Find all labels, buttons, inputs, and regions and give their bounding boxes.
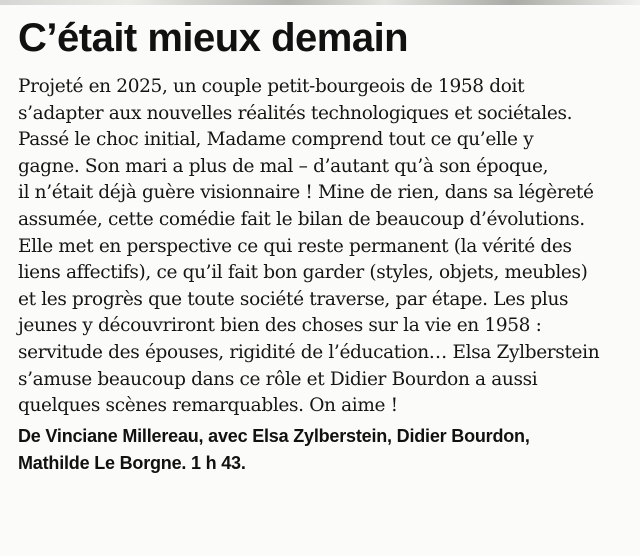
body-line: s’amuse beaucoup dans ce rôle et Didier Bourdon a aussi	[18, 368, 538, 390]
body-line: assumée, cette comédie fait le bilan de beaucoup d’évolutions.	[18, 208, 585, 230]
body-line: s’adapter aux nouvelles réalités technologiques et sociétales.	[18, 102, 573, 124]
body-line: liens affectifs), ce qu’il fait bon garder (styles, objets, meubles)	[18, 262, 588, 284]
body-line: Projeté en 2025, un couple petit-bourgeois de 1958 doit	[18, 76, 525, 97]
body-line: gagne. Son mari a plus de mal – d’autant qu’à son époque,	[18, 155, 549, 177]
body-line: Elle met en perspective ce qui reste permanent (la vérité des	[18, 235, 572, 257]
body-line: et les progrès que toute société traverse, par étape. Les plus	[18, 288, 569, 310]
body-line: jeunes y découvriront bien des choses sur la vie en 1958 :	[18, 315, 542, 337]
article-title: C’était mieux demain	[18, 16, 409, 60]
body-line: Passé le choc initial, Madame comprend tout ce qu’elle y	[18, 129, 534, 151]
review-article	[18, 12, 624, 477]
page-top-edge	[0, 0, 640, 5]
body-line: il n’était déjà guère visionnaire ! Mine de rien, dans sa légèreté	[18, 182, 594, 204]
body-line: servitude des épouses, rigidité de l’éducation… Elsa Zylberstein	[18, 341, 600, 363]
review-body	[18, 74, 624, 420]
credits-line: Mathilde Le Borgne. 1 h 43.	[18, 452, 246, 473]
credits-line: De Vinciane Millereau, avec Elsa Zylberstein, Didier Bourdon,	[18, 425, 530, 446]
film-credits	[18, 423, 624, 477]
body-line: quelques scènes remarquables. On aime !	[18, 395, 398, 417]
